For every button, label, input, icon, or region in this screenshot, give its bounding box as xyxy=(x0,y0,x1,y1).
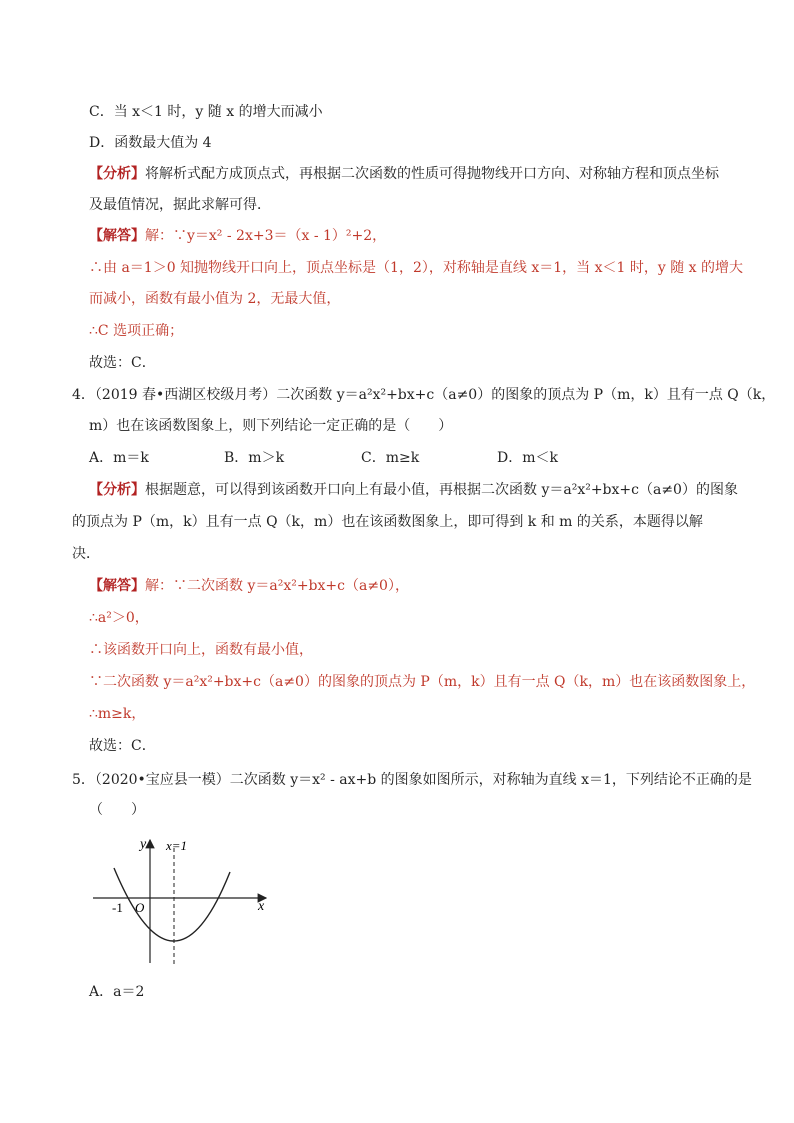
q4-option-d: D．m＜k xyxy=(497,450,558,466)
analysis-line-2: 及最值情况，据此求解可得． xyxy=(89,197,271,213)
q4-choice-line: 故选：C． xyxy=(89,738,156,754)
q4-answer-line-2: ∴a²＞0， xyxy=(89,610,149,626)
option-d: D．函数最大值为 4 xyxy=(89,135,212,151)
analysis-line-1 xyxy=(89,164,719,184)
y-axis-label: y xyxy=(140,837,147,852)
origin-label: O xyxy=(135,900,145,915)
analysis-text: 将解析式配方成顶点式，再根据二次函数的性质可得抛物线开口方向、对称轴方程和顶点坐标 xyxy=(145,166,719,182)
q4-answer-line-3: ∴该函数开口向上，函数有最小值， xyxy=(89,642,313,658)
q5-stem-line-2: （ ） xyxy=(89,802,145,818)
answer-text: 解：∵y＝x² - 2x+3＝（x - 1）²+2， xyxy=(145,228,387,244)
q4-answer-text: 解：∵二次函数 y＝a²x²+bx+c（a≠0）， xyxy=(145,578,409,594)
q4-answer-line-1 xyxy=(89,576,409,596)
answer-tag: 【解答】 xyxy=(89,228,145,244)
q4-analysis-tag: 【分析】 xyxy=(89,482,145,498)
q4-stem-line-1: 4．（2019 春•西湖区校级月考）二次函数 y＝a²x²+bx+c（a≠0）的图象的顶点为 P（m，k）且有一点 Q（k， xyxy=(72,387,776,403)
answer-line-4: ∴C 选项正确； xyxy=(89,323,184,339)
q4-analysis-line-1 xyxy=(89,480,738,500)
q4-stem-line-2: m）也在该函数图象上，则下列结论一定正确的是（ ） xyxy=(89,418,453,434)
q4-option-a: A．m＝k xyxy=(89,450,149,466)
q4-analysis-line-2: 的顶点为 P（m，k）且有一点 Q（k，m）也在该函数图象上，即可得到 k 和 m 的关系，本题得以解 xyxy=(72,514,703,530)
answer-line-3: 而减小，函数有最小值为 2，无最大值， xyxy=(89,291,341,307)
x-axis-label: x xyxy=(258,899,265,914)
q4-answer-line-5: ∴m≥k， xyxy=(89,706,146,722)
q4-answer-tag: 【解答】 xyxy=(89,578,145,594)
q5-option-a: A．a＝2 xyxy=(89,984,145,1000)
choice-line: 故选：C． xyxy=(89,355,156,371)
parabola-curve xyxy=(114,868,230,941)
q4-analysis-line-3: 决． xyxy=(72,546,100,562)
answer-line-2: ∴由 a＝1＞0 知抛物线开口向上，顶点坐标是（1，2），对称轴是直线 x＝1，当 x＜1 时，y 随 x 的增大 xyxy=(89,260,743,276)
symmetry-line-label: x=1 xyxy=(166,838,188,853)
neg-one-label: -1 xyxy=(112,900,123,915)
q4-option-c: C．m≥k xyxy=(361,450,420,466)
q4-option-b: B．m＞k xyxy=(224,450,285,466)
answer-line-1 xyxy=(89,226,386,246)
q4-analysis-text: 根据题意，可以得到该函数开口向上有最小值，再根据二次函数 y＝a²x²+bx+c（a≠0）的图象 xyxy=(145,482,738,498)
parabola-graph xyxy=(88,828,278,968)
q4-answer-line-4: ∵二次函数 y＝a²x²+bx+c（a≠0）的图象的顶点为 P（m，k）且有一点 Q（k，m）也在该函数图象上， xyxy=(89,674,756,690)
q5-stem-line-1: 5．（2020•宝应县一模）二次函数 y＝x² - ax+b 的图象如图所示，对称轴为直线 x＝1，下列结论不正确的是 xyxy=(72,772,752,788)
option-c: C．当 x＜1 时，y 随 x 的增大而减小 xyxy=(89,104,323,120)
analysis-tag: 【分析】 xyxy=(89,166,145,182)
